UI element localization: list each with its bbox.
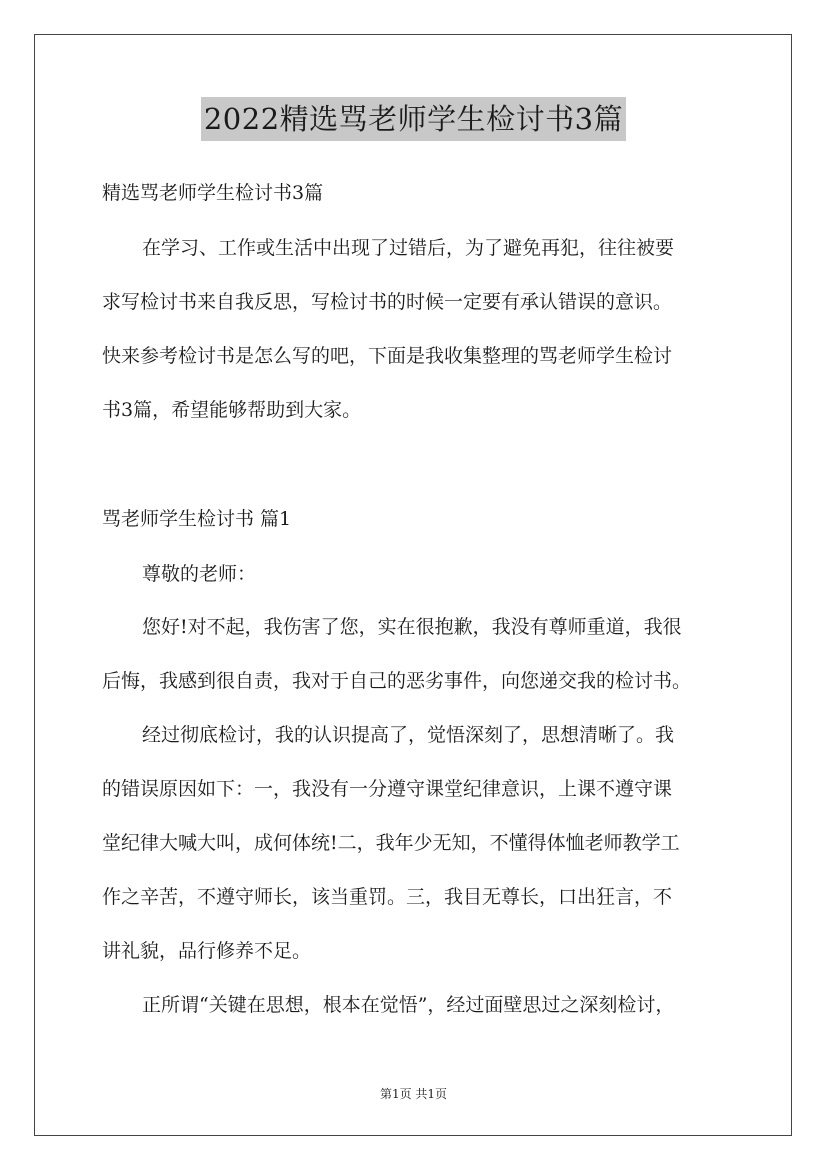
body-line-5: 堂纪律大喊大叫，成何体统!二，我年少无知，不懂得体恤老师教学工: [102, 832, 680, 854]
body-line-3: 经过彻底检讨，我的认识提高了，觉悟深刻了，思想清晰了。我: [142, 724, 675, 746]
intro-line-3: 快来参考检讨书是怎么写的吧，下面是我收集整理的骂老师学生检讨: [102, 345, 673, 367]
salutation: 尊敬的老师：: [142, 563, 257, 585]
page-footer: 第1页 共1页: [379, 1087, 448, 1101]
section-heading: 骂老师学生检讨书 篇1: [102, 508, 292, 530]
document-subtitle: 精选骂老师学生检讨书3篇: [102, 182, 324, 204]
body-line-7: 讲礼貌，品行修养不足。: [102, 940, 312, 962]
body-line-6: 作之辛苦，不遵守师长，该当重罚。三，我目无尊长，口出狂言，不: [102, 886, 673, 908]
intro-line-2: 求写检讨书来自我反思，写检讨书的时候一定要有承认错误的意识。: [102, 291, 673, 313]
body-line-1: 您好!对不起，我伤害了您，实在很抱歉，我没有尊师重道，我很: [142, 616, 682, 638]
title-container: [0, 97, 827, 141]
body-line-4: 的错误原因如下：一，我没有一分遵守课堂纪律意识，上课不遵守课: [102, 778, 673, 800]
intro-line-4: 书3篇，希望能够帮助到大家。: [102, 399, 362, 421]
body-line-2: 后悔，我感到很自责，我对于自己的恶劣事件，向您递交我的检讨书。: [102, 670, 692, 692]
body-line-8: 正所谓“关键在思想，根本在觉悟”，经过面壁思过之深刻检讨，: [142, 994, 675, 1016]
page-title: 2022精选骂老师学生检讨书3篇: [201, 97, 626, 141]
intro-line-1: 在学习、工作或生活中出现了过错后，为了避免再犯，往往被要: [142, 237, 675, 259]
